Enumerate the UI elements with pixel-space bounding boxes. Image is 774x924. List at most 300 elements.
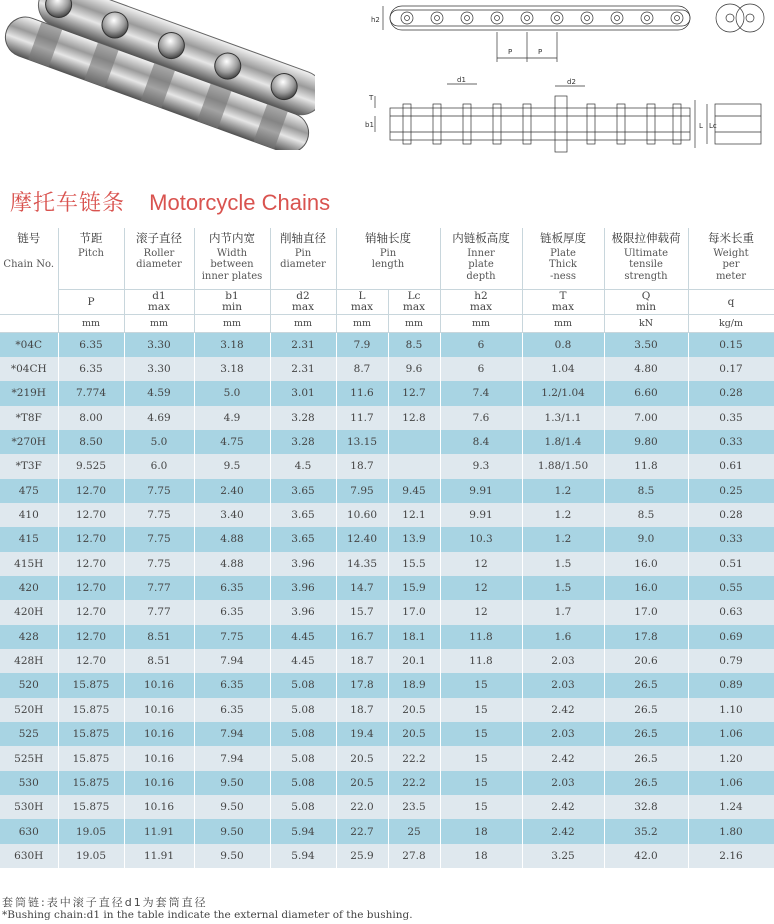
table-cell: 9.525 <box>58 454 124 478</box>
table-cell: 4.69 <box>124 406 194 430</box>
title-en: Motorcycle Chains <box>149 190 331 215</box>
table-cell: 4.9 <box>194 406 270 430</box>
table-cell: 12.8 <box>388 406 440 430</box>
table-cell: 15.875 <box>58 746 124 770</box>
table-cell: 9.91 <box>440 479 522 503</box>
table-cell: 5.08 <box>270 795 336 819</box>
unit-weight: kg/m <box>688 315 774 333</box>
table-cell: 3.28 <box>270 406 336 430</box>
table-cell: 15.875 <box>58 771 124 795</box>
table-row <box>0 430 774 454</box>
table-cell: 7.77 <box>124 576 194 600</box>
table-cell: 16.0 <box>604 552 688 576</box>
table-cell: 25.9 <box>336 844 388 868</box>
label-d2: d2 <box>567 78 576 86</box>
table-cell: 11.8 <box>604 454 688 478</box>
table-cell: 0.33 <box>688 430 774 454</box>
table-cell: 9.5 <box>194 454 270 478</box>
unit-pitch: mm <box>58 315 124 333</box>
table-cell: 4.80 <box>604 357 688 381</box>
chain-number-cell: 428H <box>0 649 58 673</box>
table-cell: 15.9 <box>388 576 440 600</box>
table-cell: 7.75 <box>194 625 270 649</box>
table-cell: 15.875 <box>58 722 124 746</box>
header-tensile-strength: 极限拉伸载荷 Ultimate tensile strength <box>604 228 688 290</box>
footnote-en: *Bushing chain:d1 in the table indicate the external diameter of the bushing. <box>2 909 413 921</box>
chain-number-cell: *04C <box>0 333 58 357</box>
table-cell: 12.70 <box>58 600 124 624</box>
chain-number-cell: 520H <box>0 698 58 722</box>
chain-number-cell: 530H <box>0 795 58 819</box>
table-cell: 2.31 <box>270 333 336 357</box>
table-cell: 12.70 <box>58 649 124 673</box>
table-cell: 22.0 <box>336 795 388 819</box>
table-cell: 6.35 <box>194 576 270 600</box>
table-cell: 2.42 <box>522 819 604 843</box>
section-view-drawing <box>365 76 761 152</box>
table-cell: 5.08 <box>270 771 336 795</box>
table-cell: 4.59 <box>124 381 194 405</box>
table-cell: 1.6 <box>522 625 604 649</box>
table-cell: 8.5 <box>388 333 440 357</box>
table-cell: 12.70 <box>58 479 124 503</box>
table-cell: 7.75 <box>124 503 194 527</box>
table-cell: 15 <box>440 771 522 795</box>
table-cell: 11.8 <box>440 649 522 673</box>
symbol-b1: b1 min <box>194 290 270 315</box>
table-row <box>0 771 774 795</box>
chain-number-cell: 520 <box>0 673 58 697</box>
table-cell: 7.75 <box>124 479 194 503</box>
chain-technical-drawing <box>355 0 774 160</box>
table-cell: 2.40 <box>194 479 270 503</box>
table-cell: 7.94 <box>194 649 270 673</box>
table-row <box>0 844 774 868</box>
table-cell: 10.16 <box>124 795 194 819</box>
table-cell: 8.50 <box>58 430 124 454</box>
table-cell: 6.35 <box>194 673 270 697</box>
table-cell: 15.5 <box>388 552 440 576</box>
table-cell: 12.70 <box>58 527 124 551</box>
table-cell: 18.7 <box>336 454 388 478</box>
table-cell: 1.20 <box>688 746 774 770</box>
table-cell: 26.5 <box>604 746 688 770</box>
table-cell: 7.95 <box>336 479 388 503</box>
table-cell: 2.42 <box>522 795 604 819</box>
table-cell: 20.1 <box>388 649 440 673</box>
table-cell: 18.1 <box>388 625 440 649</box>
label-h2: h2 <box>371 16 380 24</box>
table-cell: 19.4 <box>336 722 388 746</box>
table-cell: 2.03 <box>522 673 604 697</box>
table-cell: 42.0 <box>604 844 688 868</box>
table-row <box>0 479 774 503</box>
table-cell: 2.16 <box>688 844 774 868</box>
table-cell: 0.33 <box>688 527 774 551</box>
top-view-drawing <box>371 4 764 62</box>
table-cell: 0.28 <box>688 381 774 405</box>
table-cell: 4.88 <box>194 552 270 576</box>
label-d1: d1 <box>457 76 466 84</box>
unit-thickness: mm <box>522 315 604 333</box>
table-cell: 20.5 <box>388 722 440 746</box>
table-cell: 3.18 <box>194 357 270 381</box>
table-cell: 9.6 <box>388 357 440 381</box>
symbol-p: P <box>58 290 124 315</box>
table-cell: 12.70 <box>58 552 124 576</box>
header-roller-diameter: 滚子直径 Roller diameter <box>124 228 194 290</box>
table-cell: 3.96 <box>270 600 336 624</box>
unit-pin-dia: mm <box>270 315 336 333</box>
table-cell: 2.42 <box>522 746 604 770</box>
table-cell: 8.51 <box>124 625 194 649</box>
table-cell: 20.5 <box>388 698 440 722</box>
table-cell: 25 <box>388 819 440 843</box>
chain-number-cell: 525 <box>0 722 58 746</box>
table-row <box>0 527 774 551</box>
table-cell: 2.03 <box>522 722 604 746</box>
table-cell: 5.08 <box>270 698 336 722</box>
table-cell: 0.17 <box>688 357 774 381</box>
table-cell: 3.01 <box>270 381 336 405</box>
table-cell: 14.7 <box>336 576 388 600</box>
table-row <box>0 454 774 478</box>
table-cell: 19.05 <box>58 844 124 868</box>
table-cell: 3.65 <box>270 479 336 503</box>
table-cell: 9.50 <box>194 771 270 795</box>
table-cell: 3.25 <box>522 844 604 868</box>
table-cell: 17.8 <box>604 625 688 649</box>
table-cell: 22.2 <box>388 771 440 795</box>
symbol-lc: Lc max <box>388 290 440 315</box>
table-cell: 0.55 <box>688 576 774 600</box>
table-cell: 6 <box>440 357 522 381</box>
symbol-q-load: Q min <box>604 290 688 315</box>
table-cell: 3.96 <box>270 576 336 600</box>
table-cell: 26.5 <box>604 698 688 722</box>
symbol-l: L max <box>336 290 388 315</box>
table-cell: 4.45 <box>270 649 336 673</box>
table-cell: 2.03 <box>522 771 604 795</box>
table-cell: 13.15 <box>336 430 388 454</box>
table-cell: 1.06 <box>688 771 774 795</box>
table-cell: 10.16 <box>124 722 194 746</box>
table-cell: 5.08 <box>270 746 336 770</box>
table-row <box>0 552 774 576</box>
table-row <box>0 625 774 649</box>
footnote <box>2 896 413 922</box>
table-cell: 10.16 <box>124 698 194 722</box>
table-cell: 3.18 <box>194 333 270 357</box>
chain-number-cell: 420 <box>0 576 58 600</box>
table-cell: 13.9 <box>388 527 440 551</box>
table-cell: 0.8 <box>522 333 604 357</box>
table-cell: 12.70 <box>58 625 124 649</box>
table-cell <box>388 454 440 478</box>
table-row <box>0 819 774 843</box>
table-cell: 8.5 <box>604 503 688 527</box>
unit-width: mm <box>194 315 270 333</box>
table-row <box>0 381 774 405</box>
table-cell: 12.40 <box>336 527 388 551</box>
label-t: T <box>369 94 374 102</box>
table-cell: 8.00 <box>58 406 124 430</box>
table-cell: 1.88/1.50 <box>522 454 604 478</box>
table-cell: 1.2 <box>522 527 604 551</box>
table-cell: 3.50 <box>604 333 688 357</box>
chain-number-cell: *T8F <box>0 406 58 430</box>
chain-number-cell: 415H <box>0 552 58 576</box>
table-cell: 5.94 <box>270 819 336 843</box>
table-cell: 4.88 <box>194 527 270 551</box>
table-cell: 7.94 <box>194 746 270 770</box>
table-cell: 6.35 <box>194 600 270 624</box>
table-cell: 7.9 <box>336 333 388 357</box>
table-cell: 7.75 <box>124 552 194 576</box>
table-cell: 12 <box>440 600 522 624</box>
table-cell: 6.35 <box>194 698 270 722</box>
chain-number-cell: 428 <box>0 625 58 649</box>
table-cell: 3.65 <box>270 503 336 527</box>
chain-photo <box>0 0 315 150</box>
header-inner-width: 内节内宽 Width between inner plates <box>194 228 270 290</box>
table-cell: 12.70 <box>58 503 124 527</box>
table-row <box>0 698 774 722</box>
chain-number-cell: *T3F <box>0 454 58 478</box>
label-p1: P <box>508 48 513 56</box>
chain-number-cell: *219H <box>0 381 58 405</box>
table-cell: 18.7 <box>336 649 388 673</box>
table-cell: 8.4 <box>440 430 522 454</box>
chain-number-cell: 530 <box>0 771 58 795</box>
header-weight: 每米长重 Weight per meter <box>688 228 774 290</box>
table-cell: 12 <box>440 576 522 600</box>
title-zh: 摩托车链条 <box>10 190 126 215</box>
table-cell: 14.35 <box>336 552 388 576</box>
header-row-symbols <box>0 290 774 315</box>
table-cell: 18.7 <box>336 698 388 722</box>
table-cell: 1.04 <box>522 357 604 381</box>
table-cell: 35.2 <box>604 819 688 843</box>
table-cell: 8.7 <box>336 357 388 381</box>
chain-number-cell: 475 <box>0 479 58 503</box>
table-cell: 15 <box>440 795 522 819</box>
table-cell: 6.35 <box>58 357 124 381</box>
table-cell: 12.1 <box>388 503 440 527</box>
table-cell: 0.15 <box>688 333 774 357</box>
table-cell: 17.8 <box>336 673 388 697</box>
table-cell: 0.69 <box>688 625 774 649</box>
chain-number-cell: 525H <box>0 746 58 770</box>
table-cell: 18.9 <box>388 673 440 697</box>
symbol-q-weight: q <box>688 290 774 315</box>
unit-depth: mm <box>440 315 522 333</box>
table-cell: 3.40 <box>194 503 270 527</box>
table-cell: 6.35 <box>58 333 124 357</box>
table-cell: 5.08 <box>270 673 336 697</box>
table-cell: 0.61 <box>688 454 774 478</box>
table-cell: 22.7 <box>336 819 388 843</box>
table-cell: 4.5 <box>270 454 336 478</box>
table-cell: 20.6 <box>604 649 688 673</box>
table-cell: 19.05 <box>58 819 124 843</box>
table-cell: 1.5 <box>522 552 604 576</box>
table-cell: 15.875 <box>58 673 124 697</box>
table-cell: 1.2 <box>522 503 604 527</box>
table-cell: 17.0 <box>388 600 440 624</box>
table-cell: 9.3 <box>440 454 522 478</box>
table-cell: 0.51 <box>688 552 774 576</box>
label-p2: P <box>538 48 543 56</box>
chain-number-cell: 630 <box>0 819 58 843</box>
table-cell: 26.5 <box>604 722 688 746</box>
table-cell: 17.0 <box>604 600 688 624</box>
header-pin-length: 销轴长度 Pin length <box>336 228 440 290</box>
table-cell: 15 <box>440 673 522 697</box>
table-cell: 16.7 <box>336 625 388 649</box>
table-cell: 6.60 <box>604 381 688 405</box>
table-row <box>0 746 774 770</box>
table-cell: 11.7 <box>336 406 388 430</box>
table-cell: 4.75 <box>194 430 270 454</box>
table-cell: 9.50 <box>194 795 270 819</box>
table-cell: 11.91 <box>124 844 194 868</box>
table-cell: 11.6 <box>336 381 388 405</box>
table-cell: 8.51 <box>124 649 194 673</box>
table-cell: 12 <box>440 552 522 576</box>
table-row <box>0 406 774 430</box>
table-cell: 32.8 <box>604 795 688 819</box>
table-cell: 15 <box>440 698 522 722</box>
table-cell: 26.5 <box>604 771 688 795</box>
chain-number-cell: 630H <box>0 844 58 868</box>
table-cell: 6 <box>440 333 522 357</box>
chain-number-cell: 420H <box>0 600 58 624</box>
table-cell: 10.16 <box>124 746 194 770</box>
table-cell: 10.60 <box>336 503 388 527</box>
header-plate-depth: 内链板高度 Inner plate depth <box>440 228 522 290</box>
unit-l: mm <box>336 315 388 333</box>
table-cell: 5.0 <box>194 381 270 405</box>
table-cell: 7.77 <box>124 600 194 624</box>
table-cell: 1.10 <box>688 698 774 722</box>
table-cell: 11.8 <box>440 625 522 649</box>
table-cell: 12.70 <box>58 576 124 600</box>
table-cell: 15 <box>440 722 522 746</box>
table-cell: 9.50 <box>194 819 270 843</box>
chain-number-cell: 415 <box>0 527 58 551</box>
symbol-d2: d2 max <box>270 290 336 315</box>
table-cell: 23.5 <box>388 795 440 819</box>
header-plate-thickness: 链板厚度 Plate Thick -ness <box>522 228 604 290</box>
table-cell: 7.75 <box>124 527 194 551</box>
table-cell: 1.24 <box>688 795 774 819</box>
table-cell: 1.80 <box>688 819 774 843</box>
symbol-t: T max <box>522 290 604 315</box>
table-cell: 0.89 <box>688 673 774 697</box>
table-cell: 26.5 <box>604 673 688 697</box>
label-lc: Lc <box>709 122 717 130</box>
table-body <box>0 333 774 869</box>
table-cell: 22.2 <box>388 746 440 770</box>
page-title <box>10 186 330 217</box>
table-cell: 3.30 <box>124 357 194 381</box>
header-row-units <box>0 315 774 333</box>
table-cell: 0.28 <box>688 503 774 527</box>
table-cell: 5.08 <box>270 722 336 746</box>
header-row-names <box>0 228 774 290</box>
table-cell: 1.06 <box>688 722 774 746</box>
table-cell: 7.4 <box>440 381 522 405</box>
table-cell: 2.42 <box>522 698 604 722</box>
table-row <box>0 333 774 357</box>
table-cell: 9.91 <box>440 503 522 527</box>
table-cell: 20.5 <box>336 771 388 795</box>
symbol-h2: h2 max <box>440 290 522 315</box>
table-row <box>0 673 774 697</box>
table-cell: 2.03 <box>522 649 604 673</box>
table-cell: 10.16 <box>124 771 194 795</box>
table-cell: 4.45 <box>270 625 336 649</box>
table-row <box>0 503 774 527</box>
table-cell: 0.25 <box>688 479 774 503</box>
table-cell: 12.7 <box>388 381 440 405</box>
table-row <box>0 795 774 819</box>
table-cell: 7.6 <box>440 406 522 430</box>
unit-roller: mm <box>124 315 194 333</box>
table-cell: 7.00 <box>604 406 688 430</box>
table-row <box>0 649 774 673</box>
table-row <box>0 357 774 381</box>
table-cell: 1.3/1.1 <box>522 406 604 430</box>
table-row <box>0 576 774 600</box>
table-cell: 10.16 <box>124 673 194 697</box>
table-cell: 7.94 <box>194 722 270 746</box>
table-cell: 3.30 <box>124 333 194 357</box>
table-cell: 9.80 <box>604 430 688 454</box>
table-cell: 15.875 <box>58 698 124 722</box>
header-pin-diameter: 削轴直径 Pin diameter <box>270 228 336 290</box>
table-cell: 15.7 <box>336 600 388 624</box>
footnote-zh: 套筒链:表中滚子直径d1为套筒直径 <box>2 896 208 909</box>
label-b1: b1 <box>365 121 374 129</box>
table-cell: 7.774 <box>58 381 124 405</box>
table-cell: 0.35 <box>688 406 774 430</box>
label-l: L <box>699 122 703 130</box>
table-cell: 1.8/1.4 <box>522 430 604 454</box>
table-cell: 8.5 <box>604 479 688 503</box>
table-cell: 5.0 <box>124 430 194 454</box>
chain-number-cell: *04CH <box>0 357 58 381</box>
table-cell: 0.79 <box>688 649 774 673</box>
chain-number-cell: 410 <box>0 503 58 527</box>
table-cell: 10.3 <box>440 527 522 551</box>
table-cell: 9.0 <box>604 527 688 551</box>
table-row <box>0 722 774 746</box>
unit-strength: kN <box>604 315 688 333</box>
table-cell: 6.0 <box>124 454 194 478</box>
table-cell: 1.5 <box>522 576 604 600</box>
chain-number-cell: *270H <box>0 430 58 454</box>
table-cell: 3.96 <box>270 552 336 576</box>
table-cell: 3.28 <box>270 430 336 454</box>
table-cell: 5.94 <box>270 844 336 868</box>
chain-spec-table <box>0 228 774 868</box>
table-cell: 1.2/1.04 <box>522 381 604 405</box>
table-cell: 18 <box>440 844 522 868</box>
table-cell: 9.45 <box>388 479 440 503</box>
table-cell: 20.5 <box>336 746 388 770</box>
